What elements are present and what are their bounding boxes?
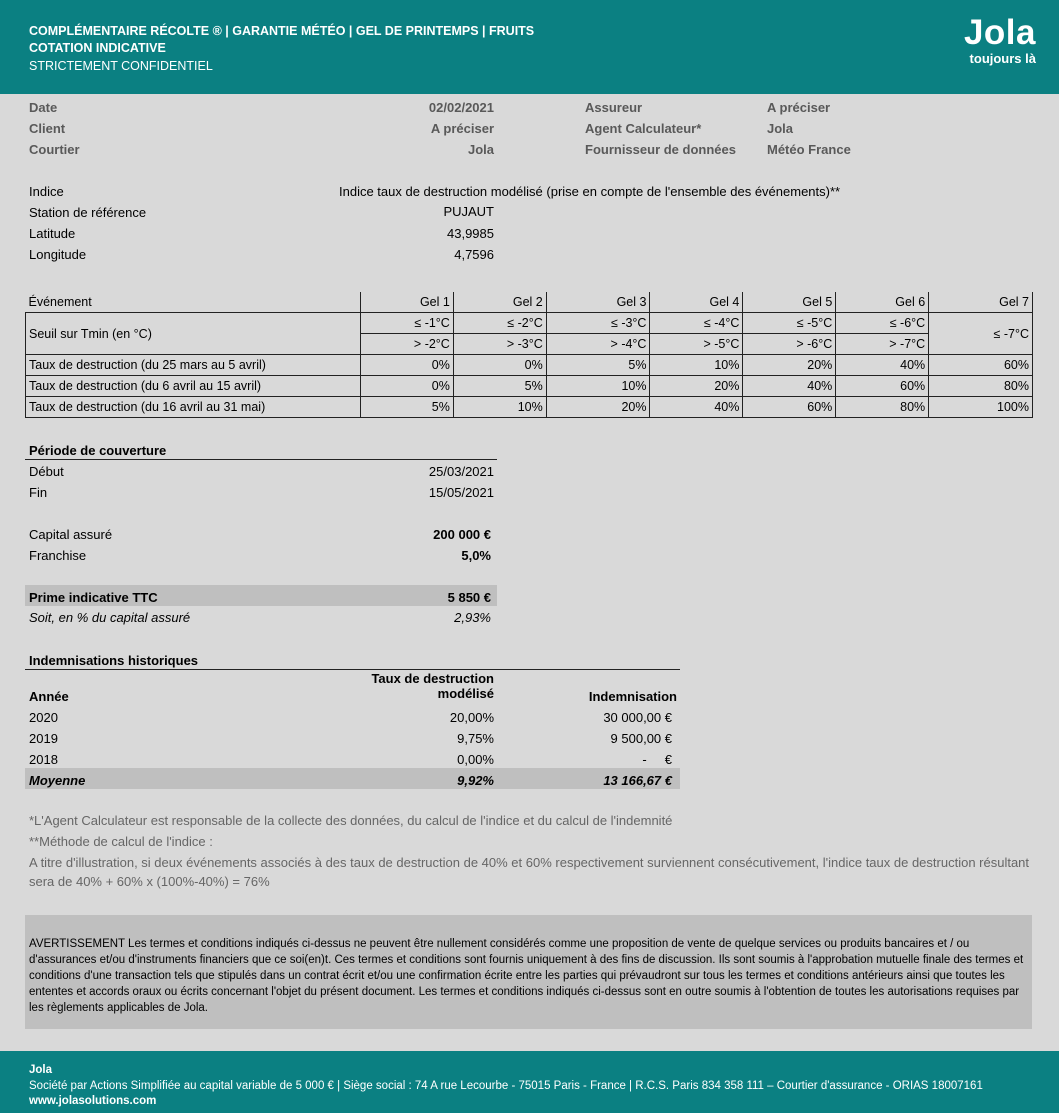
date-value: 02/02/2021 xyxy=(428,100,494,115)
seuil-upper: ≤ -7°C xyxy=(929,313,1033,355)
longitude-label: Longitude xyxy=(29,247,87,262)
logo-tagline: toujours là xyxy=(969,51,1036,66)
history-col-rate-sub: modélisé xyxy=(437,686,494,701)
header-banner xyxy=(0,0,1059,94)
indice-label: Indice xyxy=(29,184,64,199)
debut-value: 25/03/2021 xyxy=(428,464,494,479)
history-avg-rate: 9,92% xyxy=(457,773,494,788)
events-table xyxy=(25,292,1033,418)
seuil-row-upper xyxy=(26,313,1033,334)
indice-value: Indice taux de destruction modélisé (prise en compte de l'ensemble des événements)** xyxy=(339,184,841,199)
seuil-label: Seuil sur Tmin (en °C) xyxy=(26,313,361,355)
taux-value: 20% xyxy=(650,376,743,397)
footer-company: Jola xyxy=(29,1064,53,1076)
event-col-header: Gel 7 xyxy=(929,292,1033,313)
capital-value: 200 000 € xyxy=(433,527,491,542)
seuil-lower: > -5°C xyxy=(650,334,743,355)
seuil-upper: ≤ -1°C xyxy=(360,313,453,334)
client-label: Client xyxy=(29,121,66,136)
document-title: COMPLÉMENTAIRE RÉCOLTE ® | GARANTIE MÉTÉO | GEL DE PRINTEMPS | FRUITS xyxy=(29,24,535,38)
taux-value: 100% xyxy=(929,397,1033,418)
disclaimer-text: AVERTISSEMENT Les termes et conditions indiqués ci-dessus ne peuvent être nullement considérés comme une proposition de vente de quelque services ou produits bancaires et / ou d'assurances et/ou d'instruments financiers que ce soi(en)t. Ces termes et conditions sont fournis uniquement à des fins de discussion. Ils sont soumis à l'approbation mutuelle finale des termes et conditions d'une transaction tels que stipulés dans un contrat écrit et/ou une confirmation écrite entre les parties qui prévaudront sur tous les termes et conditions antérieurs ainsi que toutes les ententes et accords oraux ou écrits concernant l'objet du présent document. Les termes et conditions indiqués ci-dessus sont en outre soumis à l'obtention de toutes les autorisations requises par les règlements applicables de Jola. xyxy=(29,938,1024,1014)
history-year: 2018 xyxy=(29,752,58,767)
prime-value: 5 850 € xyxy=(447,590,491,605)
history-col-rate: Taux de destruction xyxy=(371,671,494,686)
history-indem: 9 500,00 € xyxy=(610,731,672,746)
seuil-lower: > -4°C xyxy=(546,334,650,355)
taux-row xyxy=(26,397,1033,418)
event-col-header: Gel 4 xyxy=(650,292,743,313)
taux-value: 5% xyxy=(360,397,453,418)
seuil-upper: ≤ -6°C xyxy=(836,313,929,334)
event-col-header: Gel 3 xyxy=(546,292,650,313)
note-example-line1: A titre d'illustration, si deux événements associés à des taux de destruction de 40% et 60% respectivement surviennent consécutivement, l'indice taux de destruction résultant xyxy=(29,855,1030,870)
taux-value: 80% xyxy=(836,397,929,418)
franchise-label: Franchise xyxy=(29,548,87,563)
taux-row xyxy=(26,355,1033,376)
client-value: A préciser xyxy=(430,121,494,136)
station-value: PUJAUT xyxy=(443,204,494,219)
seuil-upper: ≤ -4°C xyxy=(650,313,743,334)
debut-label: Début xyxy=(29,464,64,479)
station-label: Station de référence xyxy=(29,205,147,220)
taux-value: 10% xyxy=(650,355,743,376)
taux-value: 5% xyxy=(546,355,650,376)
taux-value: 5% xyxy=(453,376,546,397)
note-agent: *L'Agent Calculateur est responsable de la collecte des données, du calcul de l'indice et du calcul de l'indemnité xyxy=(29,813,673,828)
taux-value: 0% xyxy=(453,355,546,376)
seuil-upper: ≤ -2°C xyxy=(453,313,546,334)
footer-website: www.jolasolutions.com xyxy=(29,1095,157,1107)
history-rate: 9,75% xyxy=(457,731,494,746)
date-label: Date xyxy=(29,100,58,115)
seuil-lower: > -6°C xyxy=(743,334,836,355)
fournisseur-value: Météo France xyxy=(767,142,851,157)
coverage-title: Période de couverture xyxy=(29,443,167,458)
taux-value: 60% xyxy=(743,397,836,418)
seuil-upper: ≤ -5°C xyxy=(743,313,836,334)
taux-value: 60% xyxy=(929,355,1033,376)
taux-value: 0% xyxy=(360,355,453,376)
fin-label: Fin xyxy=(29,485,48,500)
history-indem: - € xyxy=(642,752,672,767)
taux-value: 20% xyxy=(546,397,650,418)
jola-logo xyxy=(964,14,1036,66)
taux-value: 0% xyxy=(360,376,453,397)
latitude-value: 43,9985 xyxy=(447,226,494,241)
event-header-label: Événement xyxy=(26,292,361,313)
confidential-label: STRICTEMENT CONFIDENTIEL xyxy=(29,59,213,73)
taux-label: Taux de destruction (du 16 avril au 31 mai) xyxy=(26,397,361,418)
seuil-lower: > -7°C xyxy=(836,334,929,355)
taux-value: 80% xyxy=(929,376,1033,397)
assureur-label: Assureur xyxy=(585,100,643,115)
franchise-value: 5,0% xyxy=(461,548,491,563)
taux-value: 40% xyxy=(743,376,836,397)
taux-value: 20% xyxy=(743,355,836,376)
history-divider xyxy=(25,669,680,670)
prime-label: Prime indicative TTC xyxy=(29,590,158,605)
disclaimer-box xyxy=(25,915,1032,1029)
document-subtitle: COTATION INDICATIVE xyxy=(29,41,166,55)
seuil-upper: ≤ -3°C xyxy=(546,313,650,334)
history-indem: 30 000,00 € xyxy=(603,710,672,725)
seuil-lower: > -2°C xyxy=(360,334,453,355)
note-method: **Méthode de calcul de l'indice : xyxy=(29,834,213,849)
assureur-value: A préciser xyxy=(767,100,831,115)
history-year: 2019 xyxy=(29,731,58,746)
longitude-value: 4,7596 xyxy=(454,247,494,262)
agent-label: Agent Calculateur* xyxy=(585,121,702,136)
taux-value: 10% xyxy=(546,376,650,397)
fin-value: 15/05/2021 xyxy=(428,485,494,500)
taux-value: 40% xyxy=(836,355,929,376)
logo-text: Jola xyxy=(963,13,1036,52)
taux-value: 60% xyxy=(836,376,929,397)
history-title: Indemnisations historiques xyxy=(29,653,199,668)
taux-label: Taux de destruction (du 25 mars au 5 avril) xyxy=(26,355,361,376)
history-col-indem: Indemnisation xyxy=(588,689,677,704)
history-avg-indem: 13 166,67 € xyxy=(603,773,672,788)
taux-value: 10% xyxy=(453,397,546,418)
taux-label: Taux de destruction (du 6 avril au 15 avril) xyxy=(26,376,361,397)
taux-value: 40% xyxy=(650,397,743,418)
latitude-label: Latitude xyxy=(29,226,76,241)
footer-banner xyxy=(0,1051,1059,1113)
agent-value: Jola xyxy=(767,121,794,136)
coverage-divider xyxy=(25,459,497,460)
history-avg-label: Moyenne xyxy=(29,773,86,788)
event-col-header: Gel 6 xyxy=(836,292,929,313)
courtier-label: Courtier xyxy=(29,142,80,157)
soit-value: 2,93% xyxy=(454,610,491,625)
soit-label: Soit, en % du capital assuré xyxy=(29,610,191,625)
history-year: 2020 xyxy=(29,710,58,725)
history-rate: 20,00% xyxy=(449,710,494,725)
courtier-value: Jola xyxy=(467,142,494,157)
seuil-lower: > -3°C xyxy=(453,334,546,355)
event-col-header: Gel 2 xyxy=(453,292,546,313)
history-rate: 0,00% xyxy=(457,752,494,767)
event-col-header: Gel 1 xyxy=(360,292,453,313)
event-col-header: Gel 5 xyxy=(743,292,836,313)
taux-row xyxy=(26,376,1033,397)
capital-label: Capital assuré xyxy=(29,527,113,542)
note-example-line2: sera de 40% + 60% x (100%-40%) = 76% xyxy=(29,874,270,889)
events-header-row xyxy=(26,292,1033,313)
fournisseur-label: Fournisseur de données xyxy=(585,142,736,157)
history-col-year: Année xyxy=(29,689,69,704)
footer-legal: Société par Actions Simplifiée au capital variable de 5 000 € | Siège social : 74 A rue Lecourbe - 75015 Paris - France | R.C.S. Paris 834 358 111 – Courtier d'assurance - ORIAS 18007161 xyxy=(29,1080,983,1092)
